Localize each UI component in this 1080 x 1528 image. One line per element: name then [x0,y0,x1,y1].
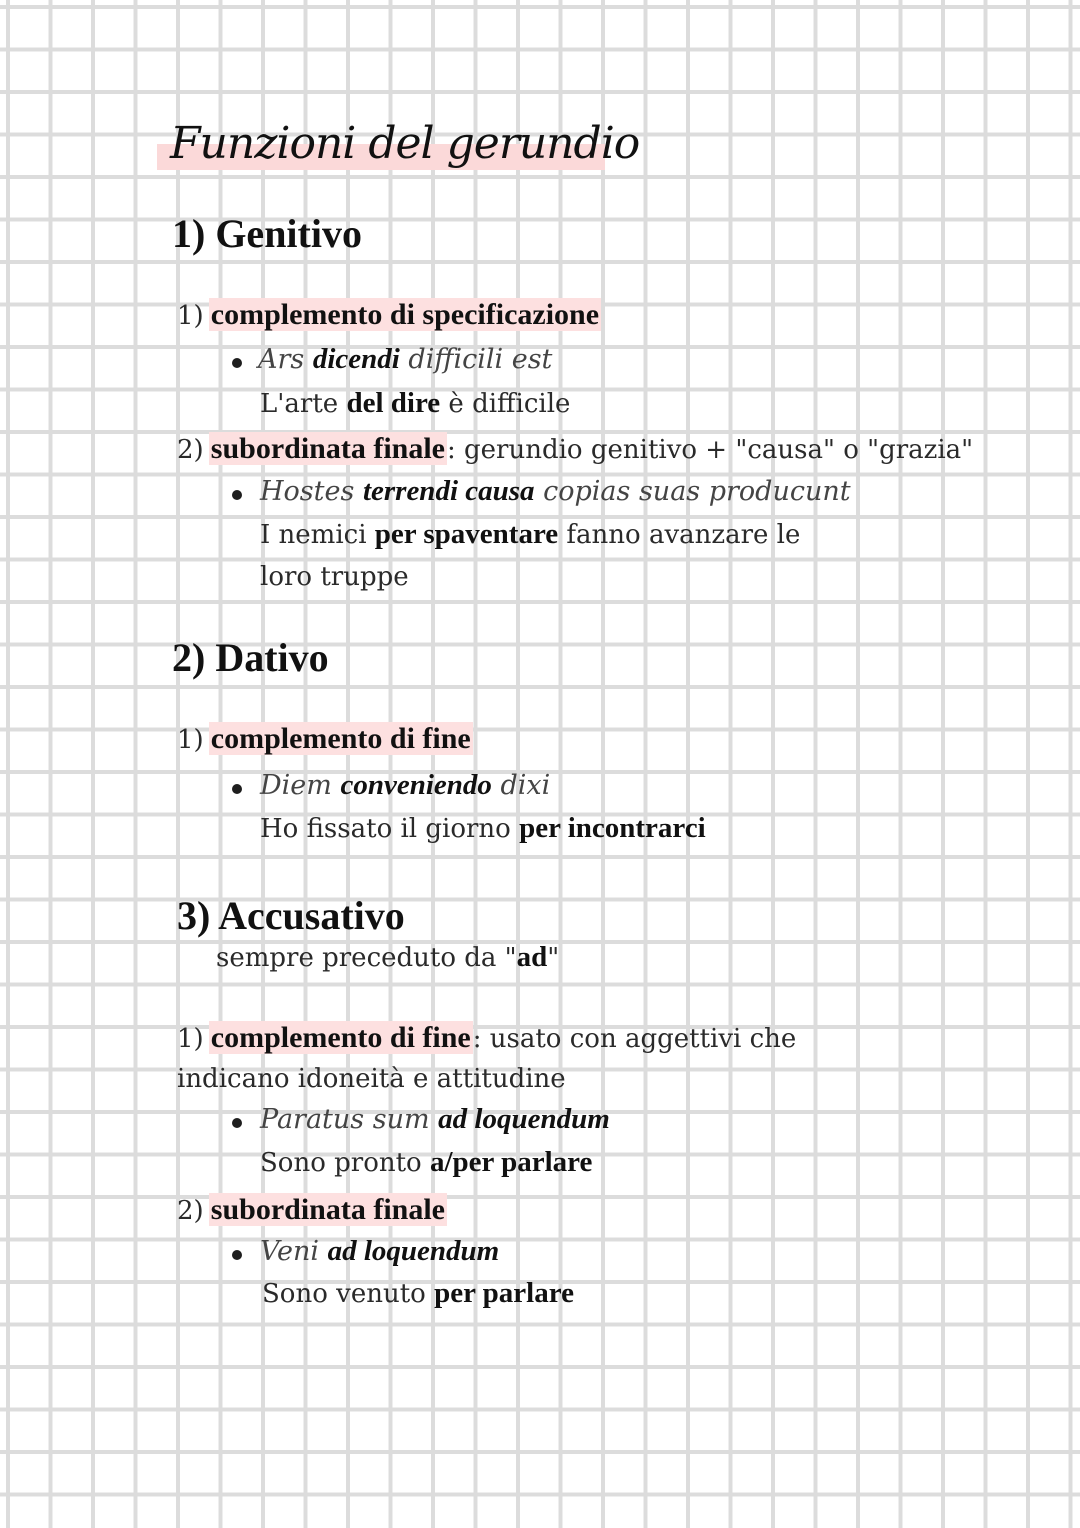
genitivo-translation-2 [260,518,800,551]
item-label: complemento di specificazione [210,298,600,331]
example-text: Paratus sum [260,1104,439,1135]
example-text: Diem [260,770,341,801]
item-number: 2) [177,435,204,465]
example-bold: terrendi causa [362,475,535,507]
item-description: : gerundio genitivo + "causa" o "grazia" [447,435,974,465]
accusativo-translation-1 [260,1146,592,1179]
item-label: subordinata finale [210,432,445,465]
translation-text: Sono venuto [262,1279,435,1309]
item-label: complemento di fine [210,1021,471,1054]
translation-text: fanno avanzare le [558,520,801,550]
accusativo-example-2 [260,1235,499,1268]
bullet-icon [232,490,242,500]
example-text: Hostes [260,476,363,507]
translation-text: è difficile [440,389,571,419]
item-number: 1) [177,301,204,331]
translation-text: I nemici [260,520,375,550]
heading-accusativo: 3) Accusativo [177,893,405,938]
genitivo-translation-2-cont: loro truppe [260,562,409,592]
bullet-icon [232,1118,242,1128]
dativo-item-1 [177,722,473,756]
genitivo-example-1 [258,343,552,376]
heading-genitivo: 1) Genitivo [172,211,362,256]
translation-text: Sono pronto [260,1148,430,1178]
example-text: Veni [260,1236,328,1267]
item-number: 2) [177,1196,204,1226]
translation-bold: per incontrarci [519,812,706,844]
bullet-icon [232,1250,242,1260]
genitivo-item-2 [177,432,973,466]
dativo-example-1 [260,769,550,802]
heading-dativo: 2) Dativo [172,635,329,680]
page-title: Funzioni del gerundio [170,118,640,169]
item-label: complemento di fine [210,722,471,755]
item-label: subordinata finale [210,1193,445,1226]
example-text: copias suas producunt [534,476,851,507]
genitivo-item-1 [177,298,601,332]
accusativo-example-1 [260,1103,610,1136]
bullet-icon [232,784,242,794]
note-bold: ad [516,941,548,973]
example-bold: ad loquendum [438,1103,610,1135]
dativo-translation-1 [260,812,706,845]
accusativo-item-2 [177,1193,447,1227]
example-bold: dicendi [312,343,400,375]
example-text: difficili est [399,344,553,375]
example-text: Ars [258,344,313,375]
genitivo-example-2 [260,475,851,508]
translation-bold: del dire [346,387,441,419]
translation-bold: a/per parlare [429,1146,593,1178]
example-text: dixi [491,770,551,801]
example-bold: conveniendo [340,769,492,801]
note-text: sempre preceduto da " [216,943,517,973]
translation-text: L'arte [260,389,347,419]
translation-bold: per parlare [434,1277,574,1309]
bullet-icon [232,358,242,368]
translation-text: Ho fissato il giorno [260,814,520,844]
example-bold: ad loquendum [327,1235,500,1267]
translation-bold: per spaventare [374,518,559,550]
item-description: : usato con aggettivi che [472,1024,797,1054]
accusativo-item-1-cont: indicano idoneità e attitudine [177,1064,566,1094]
note-text: " [547,943,560,973]
accusativo-translation-2 [262,1277,574,1310]
item-number: 1) [177,1024,204,1054]
item-number: 1) [177,725,204,755]
accusativo-note [216,941,559,974]
genitivo-translation-1 [260,387,570,420]
accusativo-item-1 [177,1021,796,1055]
